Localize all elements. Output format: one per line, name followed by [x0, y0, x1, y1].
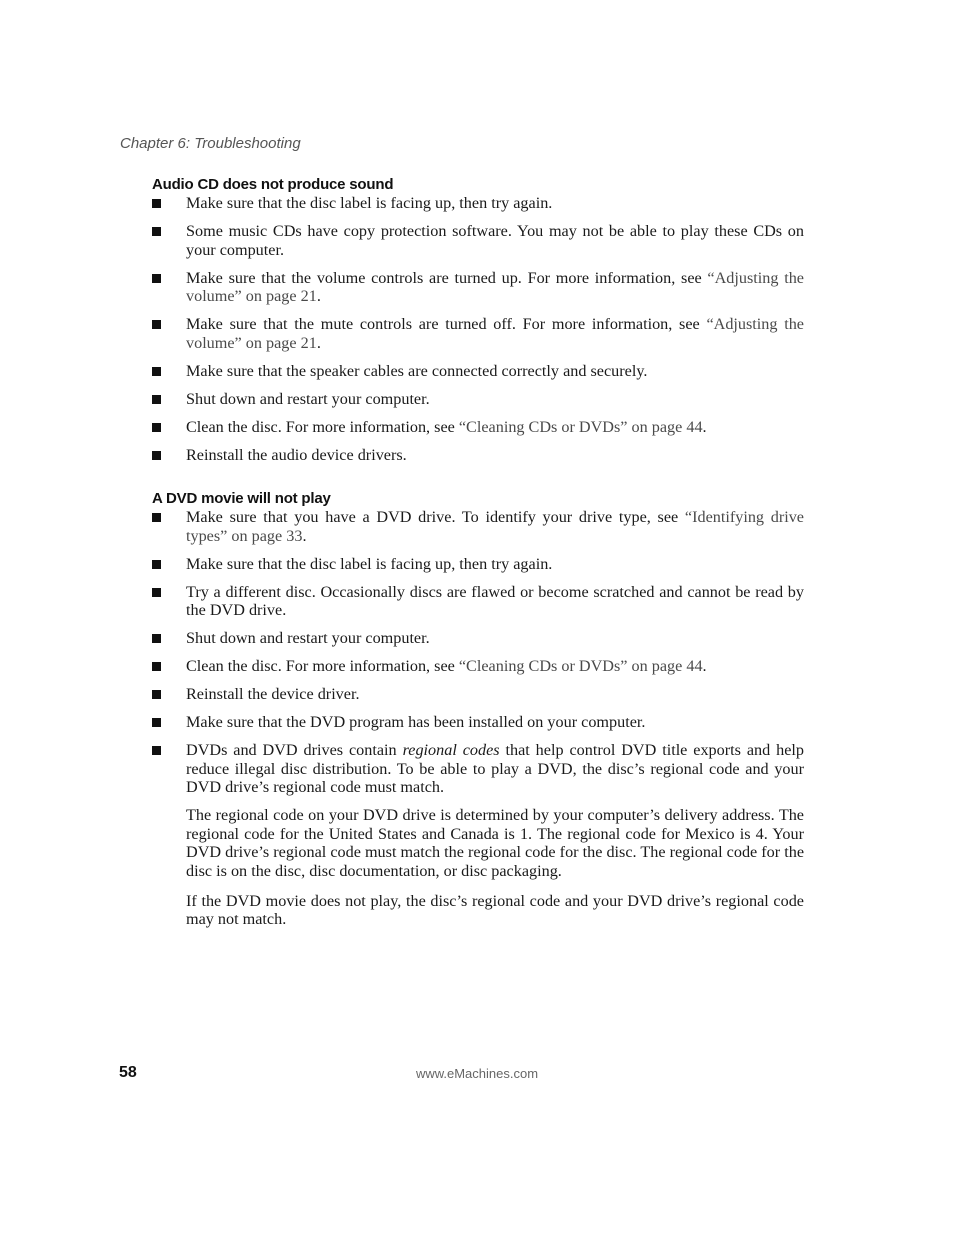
square-bullet-icon	[152, 367, 161, 376]
item-text-tail: .	[702, 657, 707, 676]
list-item	[152, 713, 804, 732]
item-text-tail: .	[302, 526, 307, 545]
running-head: Chapter 6: Troubleshooting	[120, 135, 301, 152]
item-text-tail: .	[316, 333, 321, 352]
square-bullet-icon	[152, 718, 161, 727]
cross-reference-link[interactable]: “Cleaning CDs or DVDs” on page 44	[458, 657, 703, 676]
item-text: DVDs and DVD drives contain	[186, 741, 403, 760]
item-text: Reinstall the device driver.	[186, 685, 360, 704]
list-item	[152, 583, 804, 620]
item-text: Reinstall the audio device drivers.	[186, 445, 407, 464]
item-text: Make sure that the mute controls are turned off. For more information, see	[186, 315, 707, 334]
square-bullet-icon	[152, 513, 161, 522]
item-text: Make sure that the DVD program has been installed on your computer.	[186, 713, 646, 732]
body-paragraph: If the DVD movie does not play, the disc’s regional code and your DVD drive’s regional code may not match.	[186, 891, 804, 929]
italic-term: regional codes	[402, 741, 500, 760]
list-item	[152, 222, 804, 259]
section-title: A DVD movie will not play	[152, 490, 331, 507]
item-text: Make sure that the volume controls are turned up. For more information, see	[186, 268, 708, 287]
list-item	[152, 508, 804, 545]
square-bullet-icon	[152, 451, 161, 460]
section-audio-cd	[152, 175, 804, 474]
square-bullet-icon	[152, 588, 161, 597]
item-text: Clean the disc. For more information, see	[186, 417, 459, 436]
item-text: Try a different disc. Occasionally discs are flawed or become scratched and cannot be read by the DVD drive.	[186, 582, 804, 620]
list-item	[152, 446, 804, 465]
list-item	[152, 315, 804, 352]
cross-reference-link[interactable]: “Cleaning CDs or DVDs” on page 44	[458, 417, 703, 436]
item-text: Make sure that the speaker cables are connected correctly and securely.	[186, 361, 648, 380]
item-text: Some music CDs have copy protection software. You may not be able to play these CDs on your computer.	[186, 221, 804, 259]
footer-url: www.eMachines.com	[415, 1066, 539, 1081]
list-item	[152, 390, 804, 409]
item-text-tail: .	[316, 287, 321, 306]
list-item	[152, 685, 804, 704]
item-text-tail: .	[702, 417, 707, 436]
list-item	[152, 555, 804, 574]
section-dvd-movie	[152, 489, 804, 940]
square-bullet-icon	[152, 690, 161, 699]
body-paragraph: The regional code on your DVD drive is determined by your computer’s delivery address. The regional code for the United States and Canada is 1. The regional code for Mexico is 4. Your DVD drive’s regional code must match the regional code for the disc. The regional code for the disc is on the disc, disc documentation, or disc packaging.	[186, 806, 804, 881]
item-text: Shut down and restart your computer.	[186, 629, 430, 648]
square-bullet-icon	[152, 634, 161, 643]
square-bullet-icon	[152, 395, 161, 404]
square-bullet-icon	[152, 746, 161, 755]
section-title: Audio CD does not produce sound	[152, 176, 394, 193]
item-text-tail: that help control DVD title exports and help reduce illegal disc distribution. To be able to play a DVD, the disc’s regional code and your DVD drive’s regional code must match.	[186, 741, 804, 797]
square-bullet-icon	[152, 227, 161, 236]
list-item	[152, 741, 804, 797]
list-item	[152, 629, 804, 648]
page-number: 58	[119, 1064, 137, 1081]
item-text: Clean the disc. For more information, see	[186, 657, 459, 676]
square-bullet-icon	[152, 662, 161, 671]
list-item	[152, 269, 804, 306]
item-text: Make sure that you have a DVD drive. To identify your drive type, see	[186, 508, 685, 526]
item-text: Shut down and restart your computer.	[186, 389, 430, 408]
cross-reference-link[interactable]: “Adjusting the volume” on page 21	[186, 315, 804, 352]
bullet-list	[152, 508, 804, 797]
list-item	[152, 194, 804, 213]
square-bullet-icon	[152, 560, 161, 569]
bullet-list	[152, 194, 804, 464]
list-item	[152, 362, 804, 381]
item-text: Make sure that the disc label is facing up, then try again.	[186, 554, 553, 573]
cross-reference-link[interactable]: “Identifying drive types” on page 33	[186, 508, 804, 545]
square-bullet-icon	[152, 274, 161, 283]
list-item	[152, 418, 804, 437]
square-bullet-icon	[152, 199, 161, 208]
list-item	[152, 657, 804, 676]
square-bullet-icon	[152, 320, 161, 329]
cross-reference-link[interactable]: “Adjusting the volume” on page 21	[186, 268, 804, 306]
item-text: Make sure that the disc label is facing up, then try again.	[186, 194, 553, 212]
square-bullet-icon	[152, 423, 161, 432]
